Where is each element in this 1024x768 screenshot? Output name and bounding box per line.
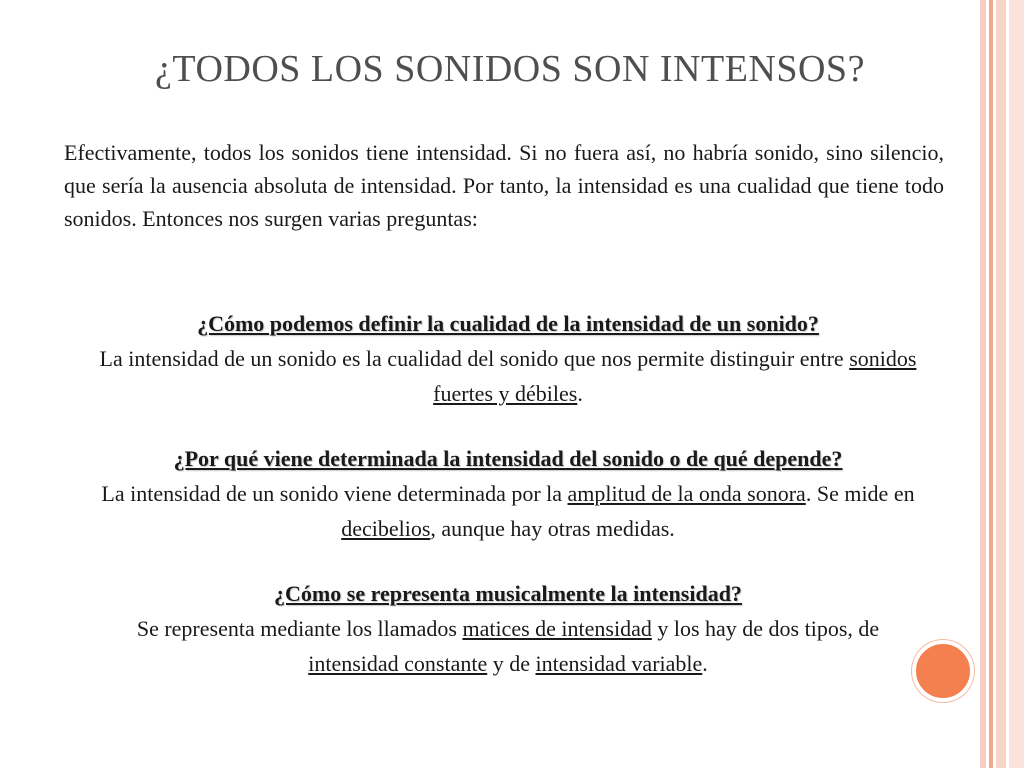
stripe [996, 0, 1006, 768]
question-heading: ¿Por qué viene determinada la intensidad del sonido o de qué depende? [173, 446, 843, 471]
stripe [1009, 0, 1024, 768]
answer-text [50, 476, 966, 546]
key-term: intensidad constante [308, 651, 488, 676]
key-term: intensidad variable [535, 651, 703, 676]
qa-section-2 [50, 441, 966, 546]
intro-paragraph: Efectivamente, todos los sonidos tiene intensidad. Si no fuera así, no habría sonido, sino silencio, que sería la ausencia absoluta de intensidad. Por tanto, la intensidad es una cualidad que tiene todo sonidos. Entonces nos surgen varias preguntas: [64, 140, 944, 231]
answer-text-part: . [702, 651, 708, 676]
answer-text-part: , aunque hay otras medidas. [430, 516, 675, 541]
qa-section-3 [50, 576, 966, 681]
slide-title: ¿TODOS LOS SONIDOS SON INTENSOS? [155, 48, 865, 90]
answer-text-part: La intensidad de un sonido es la cualidad del sonido que nos permite distinguir entre [99, 346, 850, 371]
question-heading: ¿Cómo se representa musicalmente la intensidad? [274, 581, 742, 606]
key-term: decibelios [341, 516, 431, 541]
key-term: sonidos fuertes y débiles [433, 346, 917, 406]
decorative-stripes [980, 0, 1024, 768]
answer-text-part: Se representa mediante los llamados [136, 616, 463, 641]
answer-text-part: . Se mide en [805, 481, 915, 506]
answer-text-part: y los hay de dos tipos, de [651, 616, 880, 641]
qa-section-1 [50, 306, 966, 411]
answer-text-part: . [577, 381, 583, 406]
answer-text-part: La intensidad de un sonido viene determinada por la [101, 481, 568, 506]
answer-text [50, 611, 966, 681]
question-heading: ¿Cómo podemos definir la cualidad de la intensidad de un sonido? [197, 311, 819, 336]
key-term: matices de intensidad [462, 616, 652, 641]
answer-text [50, 341, 966, 411]
answer-text-part: y de [487, 651, 536, 676]
key-term: amplitud de la onda sonora [567, 481, 806, 506]
